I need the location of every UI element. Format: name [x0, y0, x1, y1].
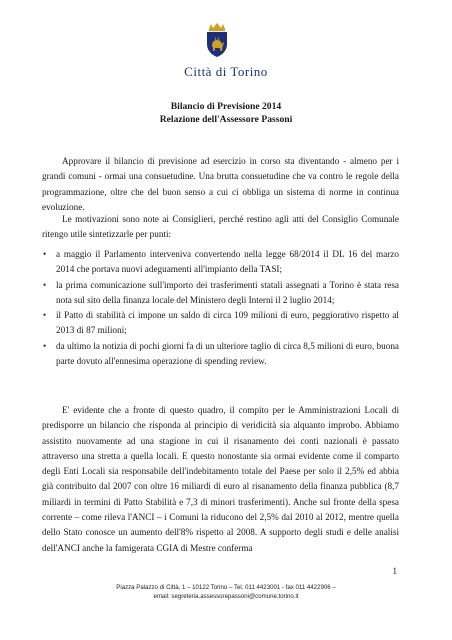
document-subtitle: Relazione dell'Assessore Passoni [159, 114, 293, 125]
list-item: • la prima comunicazione sull'importo dei trasferimenti statali assegnati a Torino è stata resa nota sul sito della finanza locale del Ministero degli Interni il 2 luglio 2014; [42, 278, 399, 309]
coat-of-arms-icon [203, 22, 231, 58]
list-item: • da ultimo la notizia di pochi giorni fa di un ulteriore taglio di circa 8,5 milioni di euro, buona parte dovuto all'ennesima operazione di spending review. [42, 339, 399, 370]
motivations-list [42, 247, 399, 369]
list-item: • il Patto di stabilità ci impone un saldo di circa 109 milioni di euro, peggiorativo rispetto al 2013 di 87 milioni; [42, 308, 399, 339]
paragraph-motivations: Le motivazioni sono note ai Consiglieri, perché restino agli atti del Consiglio Comunale ritengo utile sintetizzarle per punti: [42, 214, 399, 240]
paragraph-intro: Approvare il bilancio di previsione ad esercizio in corso sta diventando - almeno per i grandi comuni - ormai una consuetudine. Una brutta consuetudine che va contro le regole della programmazione, oltre che del buon senso a cui ci obbliga un sistema di norme in continua evoluzione. [42, 156, 399, 212]
city-name: Città di Torino [184, 64, 268, 79]
document-title: Bilancio di Previsione 2014 [170, 101, 282, 112]
footer-address: Piazza Palazzo di Città, 1 – 10122 Torino – Tel. 011 4423001 - fax 011 4422906 – [116, 584, 336, 591]
list-item: • a maggio il Parlamento interveniva convertendo nella legge 68/2014 il DL 16 del marzo 2014 che portava nuovi adeguamenti all'impianto della TASI; [42, 247, 399, 278]
footer-email: email: segreteria.assessorepassoni@comune.torino.it [153, 593, 299, 600]
paragraph-analysis: E' evidente che a fronte di questo quadro, il compito per le Amministrazioni Locali di predisporre un bilancio che risponda al principio di veridicità sia alquanto improbo. Abbiamo assistito nuovamente ad una stagione in cui il risanamento dei conti nazionali è passato attraverso una stretta a quella locali. E questo nonostante sia ormai evidente come il comparto degli Enti Locali sia responsabile dell'indebitamento totale del Paese per solo il 2,5% ed abbia già contribuito dal 2007 con oltre 16 miliardi di euro al risanamento della finanza pubblica (8,7 miliardi in termini di Patto Stabilità e 7,3 di minori trasferimenti). Anche sul fronte della spesa corrente – come rileva l'ANCI – i Comuni la riducono del 2,5% dal 2010 al 2012, mentre quella dello Stato conosce un aumento dell'8% rispetto al 2008. A supporto degli studi e delle analisi dell'ANCI anche la famigerata CGIA di Mestre conferma [42, 405, 399, 553]
footer [0, 583, 452, 601]
page-number: 1 [392, 566, 397, 576]
